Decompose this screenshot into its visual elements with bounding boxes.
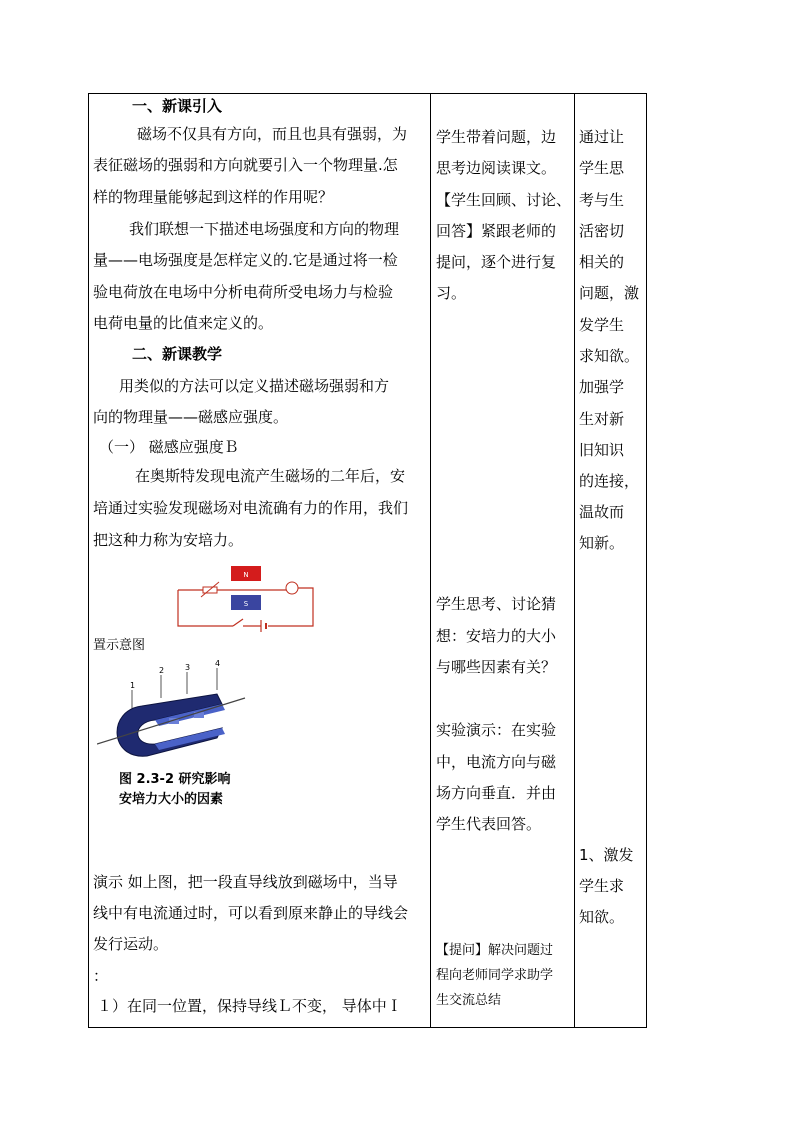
intent-line: 相关的: [579, 253, 625, 271]
paragraph-line: 表征磁场的强弱和方向就要引入一个物理量.怎: [93, 156, 398, 174]
paragraph-line: 用类似的方法可以定义描述磁场强弱和方: [119, 377, 390, 395]
paragraph-line: 把这种力称为安培力。: [93, 531, 244, 549]
activity-line: 学生思考、讨论猜: [436, 595, 557, 613]
activity-line: 实验演示：在实验: [436, 721, 557, 739]
intent-line: 发学生: [579, 316, 625, 334]
activity-line: 中，电流方向与磁: [436, 753, 557, 771]
section-heading-intro: 一、新课引入: [132, 97, 223, 115]
activity-line: 程向老师同学求助学: [436, 968, 554, 983]
paragraph-line: １）在同一位置，保持导线Ｌ不变， 导体中Ｉ: [97, 997, 402, 1015]
paragraph-line: 演示 如上图，把一段直导线放到磁场中，当导: [93, 873, 398, 891]
activity-line: 场方向垂直．并由: [436, 784, 557, 802]
intent-line: 考与生: [579, 191, 625, 209]
paragraph-line: 线中有电流通过时，可以看到原来静止的导线会: [93, 904, 409, 922]
activity-line: 学生带着问题，边: [436, 128, 557, 146]
intent-line: 知新。: [579, 534, 625, 552]
intent-line: 的连接，: [579, 472, 640, 490]
intent-line: 知欲。: [579, 908, 625, 926]
intent-line: 问题，激: [579, 284, 640, 302]
paragraph-line: 在奥斯特发现电流产生磁场的二年后，安: [135, 467, 406, 485]
paragraph-line: 我们联想一下描述电场强度和方向的物理: [129, 220, 400, 238]
activity-line: 习。: [436, 284, 467, 302]
activity-line: 学生代表回答。: [436, 815, 542, 833]
paragraph-line: 发行运动。: [93, 935, 169, 953]
paragraph-line: 量——电场强度是怎样定义的.它是通过将一检: [93, 251, 398, 269]
paragraph-line: 磁场不仅具有方向，而且也具有强弱，为: [137, 125, 408, 143]
activity-line: 回答】紧跟老师的: [436, 222, 557, 240]
intent-line: 温故而: [579, 503, 625, 521]
ampere-force-figure: [97, 660, 247, 770]
figure-label: 置示意图: [93, 638, 146, 653]
section-heading-teaching: 二、新课教学: [132, 345, 223, 363]
intent-line: 活密切: [579, 222, 625, 240]
intent-line: 求知欲。: [579, 347, 640, 365]
activity-line: 思考边阅读课文。: [436, 159, 557, 177]
activity-line: 【学生回顾、讨论、: [436, 191, 572, 209]
figure-number: 4: [215, 660, 221, 668]
figure-number: 2: [159, 666, 165, 675]
magnet-south-label: S: [243, 600, 249, 608]
circuit-diagram: [173, 564, 323, 636]
intent-line: 旧知识: [579, 441, 625, 459]
figure-caption: 图 2.3-2 研究影响: [119, 772, 231, 787]
activity-line: 【提问】解决问题过: [436, 943, 554, 958]
colon-mark: ：: [93, 967, 109, 985]
intent-line: 生对新: [579, 410, 625, 428]
paragraph-line: 向的物理量——磁感应强度。: [93, 408, 289, 426]
ammeter-icon: [286, 582, 298, 594]
paragraph-line: 培通过实验发现磁场对电流确有力的作用，我们: [93, 499, 409, 517]
lesson-plan-table: [88, 93, 647, 1028]
paragraph-line: 验电荷放在电场中分析电荷所受电场力与检验: [93, 283, 394, 301]
subsection-heading: （一） 磁感应强度Ｂ: [99, 438, 239, 456]
intent-line: 学生求: [579, 877, 625, 895]
intent-line: 通过让: [579, 128, 625, 146]
activity-line: 提问，逐个进行复: [436, 253, 557, 271]
figure-number: 3: [185, 663, 191, 672]
activity-line: 生交流总结: [436, 993, 502, 1008]
intent-line: 学生思: [579, 159, 625, 177]
magnet-north-label: N: [243, 571, 249, 579]
figure-number: 1: [130, 681, 136, 690]
intent-line: 加强学: [579, 378, 625, 396]
activity-line: 与哪些因素有关？: [436, 658, 557, 676]
paragraph-line: 电荷电量的比值来定义的。: [93, 314, 274, 332]
figure-caption: 安培力大小的因素: [119, 792, 224, 807]
column-divider: [574, 94, 575, 1027]
paragraph-line: 样的物理量能够起到这样的作用呢？: [93, 188, 334, 206]
column-divider: [430, 94, 431, 1027]
intent-line: 1、激发: [579, 846, 634, 864]
rheostat-arrow: [201, 582, 219, 597]
activity-line: 想：安培力的大小: [436, 627, 557, 645]
